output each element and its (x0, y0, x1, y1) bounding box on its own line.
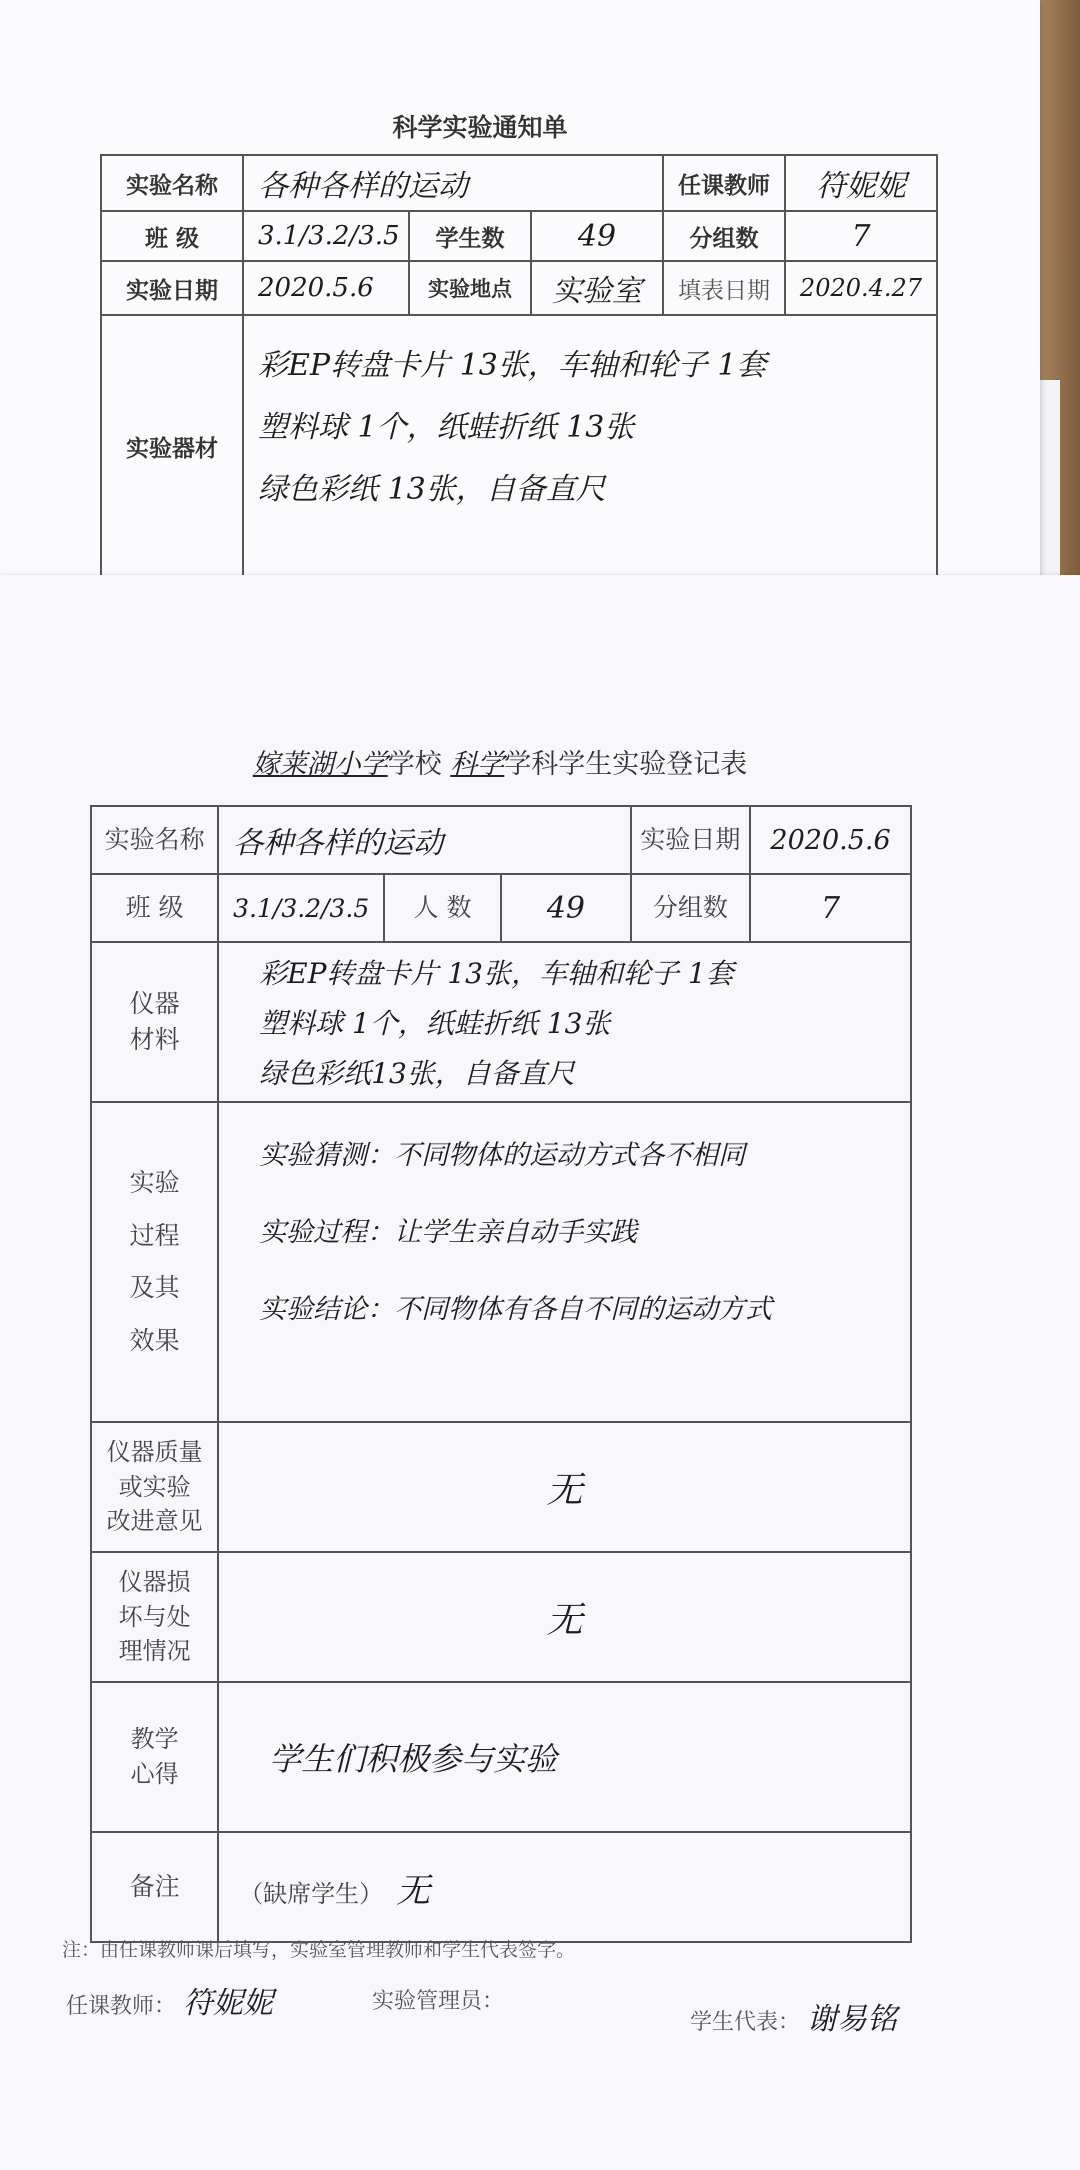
teacher-value: 符妮妮 (785, 155, 937, 211)
sig-admin-label: 实验管理员： (372, 1989, 505, 2014)
process-value (218, 1102, 911, 1422)
title-mid: 学校 (387, 749, 442, 780)
sig-teacher-value: 符妮妮 (183, 1986, 274, 2021)
remarks-value: 无 (396, 1870, 431, 1911)
class-value: 3.1/3.2/3.5 (218, 874, 384, 942)
label-exp-name: 实验名称 (91, 806, 218, 874)
sig-teacher (66, 1978, 273, 2022)
label-students: 学生数 (409, 211, 531, 261)
label-process: 实验 过程 及其 效果 (91, 1102, 218, 1422)
materials-line: 彩EP转盘卡片 13张，车轴和轮子 1套 (259, 957, 734, 990)
groups-value: 7 (750, 874, 911, 942)
exp-date-value: 2020.5.6 (750, 806, 911, 874)
label-class: 班 级 (101, 211, 243, 261)
record-footnote: 注：由任课教师课后填写，实验室管理教师和学生代表签字。 (62, 1939, 576, 1961)
label-fill-date: 填表日期 (663, 261, 785, 315)
sig-admin (372, 1984, 504, 2015)
exp-name-value: 各种各样的运动 (243, 155, 663, 211)
date-value: 2020.5.6 (243, 261, 409, 315)
label-damage: 仪器损 坏与处 理情况 (91, 1552, 218, 1682)
sig-student-value: 谢易铭 (807, 2002, 898, 2037)
school-name: 嫁莱湖小学 (252, 749, 388, 780)
equipment-line: 彩EP转盘卡片 13张，车轴和轮子 1套 (258, 348, 767, 383)
label-equipment: 实验器材 (101, 315, 243, 577)
reflection-value: 学生们积极参与实验 (218, 1682, 911, 1832)
label-materials: 仪器 材料 (91, 942, 218, 1102)
equipment-value (243, 315, 937, 577)
students-value: 49 (531, 211, 663, 261)
people-value: 49 (501, 874, 630, 942)
record-title (200, 742, 800, 781)
title-end: 学科学生实验登记表 (504, 749, 748, 780)
fill-date-value: 2020.4.27 (785, 261, 937, 315)
notice-title: 科学实验通知单 (392, 113, 568, 142)
label-groups: 分组数 (631, 874, 750, 942)
record-table (90, 805, 912, 1943)
notice-sheet (0, 0, 1040, 590)
class-value: 3.1/3.2/3.5 (243, 211, 409, 261)
label-teacher: 任课教师 (663, 155, 785, 211)
sig-student (690, 1994, 897, 2038)
quality-value: 无 (218, 1422, 911, 1552)
materials-line: 绿色彩纸13张，自备直尺 (259, 1057, 575, 1090)
equipment-line: 绿色彩纸 13张，自备直尺 (258, 472, 606, 507)
label-exp-name: 实验名称 (101, 155, 243, 211)
remarks-prefix: （缺席学生） (239, 1879, 384, 1908)
label-exp-date: 实验日期 (631, 806, 750, 874)
label-place: 实验地点 (409, 261, 531, 315)
label-date: 实验日期 (101, 261, 243, 315)
process-line: 实验结论：不同物体有各自不同的运动方式 (259, 1294, 773, 1325)
process-line: 实验过程：让学生亲自动手实践 (259, 1217, 638, 1248)
label-groups: 分组数 (663, 211, 785, 261)
sig-student-label: 学生代表： (690, 2010, 801, 2035)
exp-name-value: 各种各样的运动 (218, 806, 631, 874)
equipment-line: 塑料球 1个，纸蛙折纸 13张 (258, 410, 635, 445)
damage-value: 无 (218, 1552, 911, 1682)
label-remarks: 备注 (91, 1832, 218, 1942)
process-line: 实验猜测：不同物体的运动方式各不相同 (259, 1140, 746, 1171)
materials-value (218, 942, 911, 1102)
materials-line: 塑料球 1个，纸蛙折纸 13张 (259, 1007, 611, 1040)
remarks-cell (218, 1832, 911, 1942)
label-people: 人 数 (384, 874, 501, 942)
notice-table (100, 154, 938, 578)
label-reflection: 教学 心得 (91, 1682, 218, 1832)
groups-value: 7 (785, 211, 937, 261)
sig-teacher-label: 任课教师： (66, 1994, 177, 2019)
label-quality: 仪器质量 或实验 改进意见 (91, 1422, 218, 1552)
place-value: 实验室 (531, 261, 663, 315)
subject-name: 科学 (450, 749, 505, 780)
label-class: 班 级 (91, 874, 218, 942)
